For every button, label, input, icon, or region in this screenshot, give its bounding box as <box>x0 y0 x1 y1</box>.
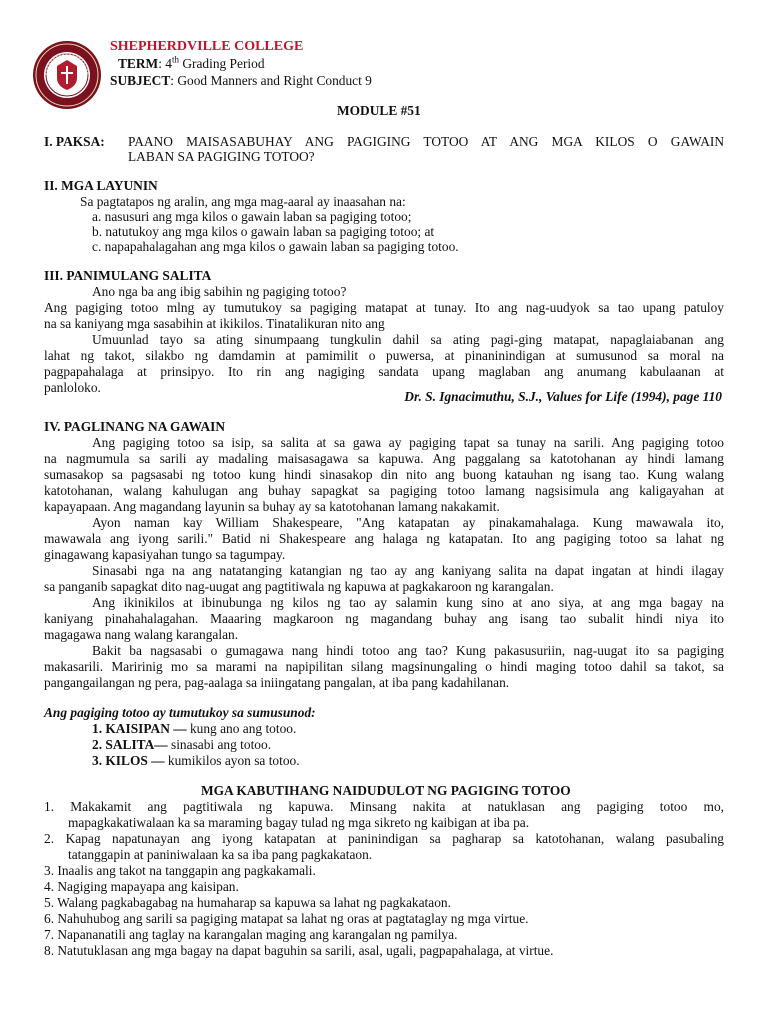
panimula-line: Ang pagiging totoo mlng ay tumutukoy sa pagiging matapat at tunay. Ito ang nag-uudyok sa tao upang patuloy <box>44 300 724 315</box>
kabutihan-line: 6. Nahuhubog ang sarili sa pagiging matapat sa lahat ng oras at pagtataglay ng mga virtue. <box>44 911 529 926</box>
paglinang-line: pangangailangan ng pera, pag-aalaga sa iniingatang pangalan, at iba pang kadahilanan. <box>44 675 510 690</box>
subject-label: SUBJECT <box>110 73 171 88</box>
paksa-line-1: PAANO MAISASABUHAY ANG PAGIGING TOTOO AT ANG MGA KILOS O GAWAIN <box>128 134 724 149</box>
kabutihan-line: 7. Napananatili ang taglay na karangalan maging ang karangalan ng pamilya. <box>44 927 458 942</box>
paglinang-heading: IV. PAGLINANG NA GAWAIN <box>44 419 226 434</box>
paglinang-line: Bakit ba nagsasabi o gumagawa nang hindi totoo ang tao? Kung pakasusuriin, nag-uugat ito sa pagiging <box>92 643 724 658</box>
paglinang-line: Ayon naman kay William Shakespeare, "Ang katapatan ay pinakamahalaga. Kung mawawala ito, <box>92 515 724 530</box>
sumusunod-intro: Ang pagiging totoo ay tumutukoy sa sumusunod: <box>44 705 316 720</box>
kabutihan-line: 4. Nagiging mapayapa ang kaisipan. <box>44 879 239 894</box>
layunin-item: c. napapahalagahan ang mga kilos o gawain laban sa pagiging totoo. <box>92 239 459 254</box>
paglinang-line: kaniyang pinahahalagahan. Maaaring magkaroon ng magandang buhay ang isang tao subalit hindi niya ito <box>44 611 724 626</box>
paglinang-line: Sinasabi nga na ang natatanging katangian ng tao ay ang kaniyang salita na dapat ingatan at hindi ilagay <box>92 563 724 578</box>
paglinang-line: na nagmumula sa sarili ay madaling maisasagawa sa kapuwa. Ang paggalang sa katotohanan ay hindi lamang <box>44 451 724 466</box>
sumusunod-item <box>92 721 296 737</box>
subject-line <box>110 73 372 89</box>
term-ordinal: 4 <box>165 56 172 71</box>
panimula-line: panloloko. <box>44 380 101 395</box>
school-name: SHEPHERDVILLE COLLEGE <box>110 39 304 54</box>
layunin-heading: II. MGA LAYUNIN <box>44 178 158 193</box>
sumusunod-item <box>92 753 300 769</box>
sumusunod-term: 1. KAISIPAN — <box>92 721 187 736</box>
sumusunod-term: 3. KILOS — <box>92 753 165 768</box>
paglinang-line: magagawa nang walang karangalan. <box>44 627 239 642</box>
paglinang-line: mawawala ang iyong sarili." Batid ni Shakespeare ang halaga ng katapatan. Ito ang pagiging totoo sa lahat ng <box>44 531 724 546</box>
panimula-line: Umuunlad tayo sa ating sinumpaang tungkulin dahil sa ating pagi-ging matapat, napaglaiabanan ang <box>92 332 724 347</box>
sumusunod-term: 2. SALITA— <box>92 737 168 752</box>
paglinang-line: Ang ikinikilos at ibinubunga ng kilos ng tao ay salamin kung sino at ano siya, at ang mga bagay na <box>92 595 724 610</box>
panimula-line: pagpapahalaga at prinsipyo. Ito rin ang nagiging sandata upang maglaban ang anumang kabulaanan at <box>44 364 724 379</box>
layunin-intro: Sa pagtatapos ng aralin, ang mga mag-aaral ay inaasahan na: <box>80 194 406 209</box>
term-rest: Grading Period <box>178 56 265 71</box>
paglinang-line: katotohanan, walang kahulugan ang buhay sapagkat sa pagiging totoo lamang nagsisimula ang kaligayahan at <box>44 483 724 498</box>
paglinang-line: sumasakop sa pagsasabi ng totoo kung hindi sinasakop din nito ang buong katauhan ng isang tao. Kung walang <box>44 467 724 482</box>
kabutihan-line: 8. Natutuklasan ang mga bagay na dapat baguhin sa sarili, asal, ugali, pagpapahalaga, at virtue. <box>44 943 554 958</box>
paglinang-line: sa panganib sapagkat dito nag-uugat ang pagtitiwala ng kapuwa at pagkakaroon ng karangalan. <box>44 579 554 594</box>
paglinang-line: kapayapaan. Ang magandang layunin sa buhay ay sa katotohanan lamang nakakamit. <box>44 499 500 514</box>
paglinang-line: ginagawang kapasiyahan tungo sa tagumpay. <box>44 547 286 562</box>
term-line: TERM: 4th Grading Period <box>118 54 265 71</box>
kabutihan-line: mapagkakatiwalaan ka sa maraming bagay tulad ng mga sikreto ng kaibigan at iba pa. <box>68 815 530 830</box>
sumusunod-desc: kung ano ang totoo. <box>186 721 297 736</box>
kabutihan-heading: MGA KABUTIHANG NAIDUDULOT NG PAGIGING TOTOO <box>201 783 571 798</box>
kabutihan-line: 2. Kapag napatunayan ang iyong katapatan at paninindigan sa pagharap sa katotohanan, walang pasubaling <box>44 831 724 846</box>
sumusunod-desc: sinasabi ang totoo. <box>167 737 272 752</box>
paglinang-line: Ang pagiging totoo sa isip, sa salita at sa gawa ay pagiging tapat sa tunay na sarili. Ang pagiging totoo <box>92 435 724 450</box>
paksa-line-2: LABAN SA PAGIGING TOTOO? <box>128 149 315 164</box>
panimula-heading: III. PANIMULANG SALITA <box>44 268 212 283</box>
paksa-label: I. PAKSA: <box>44 134 105 149</box>
panimula-line: lahat ng takot, silakbo ng damdamin at pamimilit o puwersa, at pinaninindigan at sumusunod sa moral na <box>44 348 724 363</box>
kabutihan-line: 5. Walang pagkabagabag na humaharap sa kapuwa sa lahat ng pagkakataon. <box>44 895 451 910</box>
term-suffix: th <box>171 54 179 65</box>
module-title: MODULE #51 <box>337 103 421 118</box>
layunin-item: a. nasusuri ang mga kilos o gawain laban sa pagiging totoo; <box>92 209 412 224</box>
layunin-item: b. natutukoy ang mga kilos o gawain laban sa pagiging totoo; at <box>92 224 435 239</box>
panimula-line: na sa kaniyang mga sasabihin at ikikilos. Tinatalikuran nito ang <box>44 316 385 331</box>
panimula-line: Ano nga ba ang ibig sabihin ng pagiging totoo? <box>92 284 347 299</box>
kabutihan-line: tatanggapin at paniniwalaan ka sa iba pang pagkakataon. <box>68 847 373 862</box>
college-seal-logo <box>32 40 102 110</box>
kabutihan-line: 1. Makakamit ang pagtitiwala ng kapuwa. Minsang nakita at natuklasan ang pagiging totoo mo, <box>44 799 724 814</box>
sumusunod-item <box>92 737 271 753</box>
panimula-citation: Dr. S. Ignacimuthu, S.J., Values for Life (1994), page 110 <box>404 389 722 404</box>
subject-value: : Good Manners and Right Conduct 9 <box>170 73 372 88</box>
term-label: TERM <box>118 56 159 71</box>
sumusunod-desc: kumikilos ayon sa totoo. <box>164 753 300 768</box>
kabutihan-line: 3. Inaalis ang takot na tanggapin ang pagkakamali. <box>44 863 316 878</box>
paglinang-line: makasarili. Maririnig mo sa marami na napipilitan silang magsinungaling o hindi maging totoo dahil sa takot, sa <box>44 659 724 674</box>
